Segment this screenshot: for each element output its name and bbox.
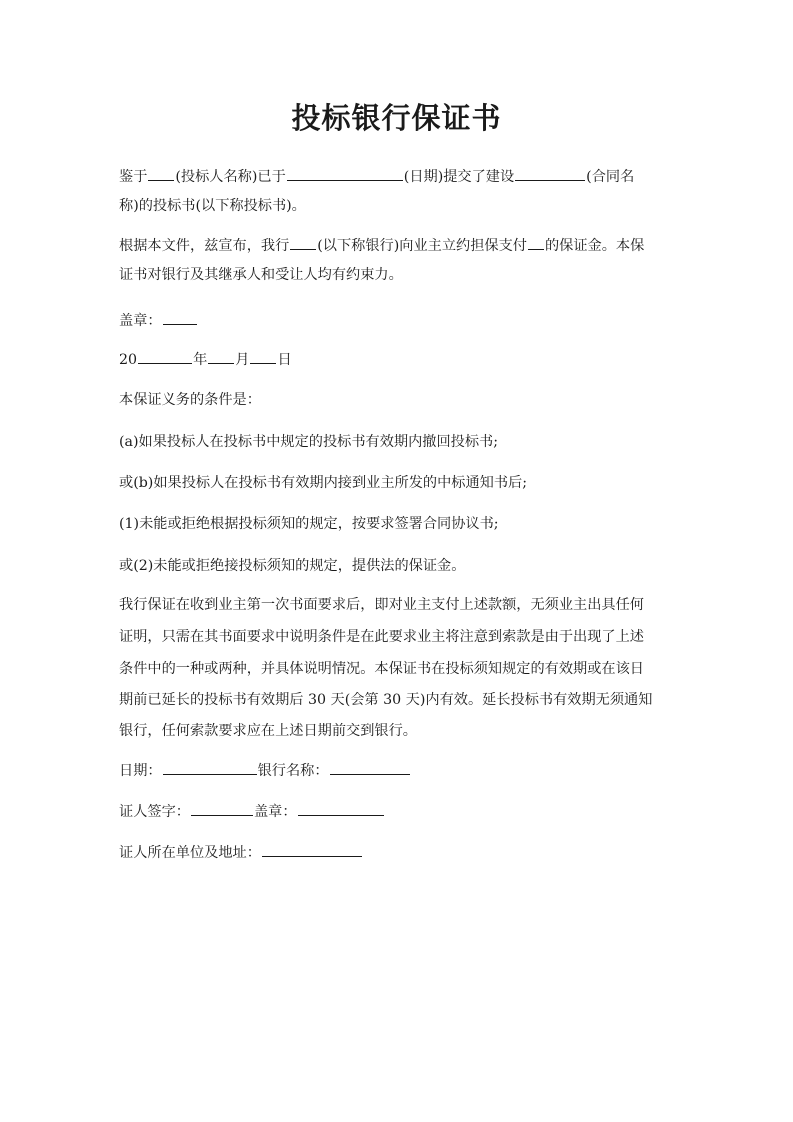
date-label: 日期： [119,763,162,779]
blank-witness-address[interactable] [262,844,362,857]
footer-date-bank-line [119,757,679,786]
blank-bank-name[interactable] [290,237,316,250]
blank-day[interactable] [250,351,276,364]
blank-month[interactable] [208,351,234,364]
blank-footer-seal[interactable] [298,803,384,816]
seal-line [119,307,679,336]
text: (投标人名称)已于 [175,169,286,185]
witness-signature-label: 证人签字： [119,804,190,820]
seal-label: 盖章： [119,313,162,329]
condition-1: (1)未能或拒绝根据投标须知的规定，按要求签署合同协议书; [119,516,499,532]
condition-b: 或(b)如果投标人在投标书有效期内接到业主所发的中标通知书后; [119,475,527,491]
footer-witness-line [119,798,679,827]
paragraph-intro-line-1 [119,163,679,192]
blank-footer-bank-name[interactable] [330,762,410,775]
paragraph-declaration-line-2: 证书对银行及其继承人和受让人均有约束力。 [119,267,403,283]
text: (合同名 [586,169,635,185]
guarantee-line: 我行保证在收到业主第一次书面要求后，即对业主支付上述款额，无须业主出具任何 [119,597,644,613]
blank-date[interactable] [287,168,403,181]
blank-amount[interactable] [528,237,544,250]
guarantee-line: 条件中的一种或两种，并具体说明情况。本保证书在投标须知规定的有效期或在该日 [119,661,644,677]
document-title: 投标银行保证书 [291,101,502,135]
text: 根据本文件，兹宣布，我行 [119,238,290,254]
blank-seal[interactable] [163,312,197,325]
guarantee-line: 证明，只需在其书面要求中说明条件是在此要求业主将注意到索款是由于出现了上述 [119,629,644,645]
paragraph-declaration-line-1 [119,232,679,261]
text: (日期)提交了建设 [403,169,515,185]
footer-address-line [119,839,679,868]
paragraph-intro-line-2: 称)的投标书(以下称投标书)。 [119,198,306,214]
day-label: 日 [277,352,292,368]
month-label: 月 [235,352,250,368]
text: (以下称银行)向业主立约担保支付 [317,238,527,254]
bank-name-label: 银行名称： [257,763,329,779]
year-prefix: 20 [119,352,138,368]
conditions-heading: 本保证义务的条件是： [119,392,261,408]
guarantee-line: 银行，任何索款要求应在上述日期前交到银行。 [119,723,417,739]
year-label: 年 [193,352,208,368]
witness-address-label: 证人所在单位及地址： [119,845,261,861]
text: 的保证金。本保 [544,238,645,254]
blank-footer-date[interactable] [163,762,257,775]
text: 鉴于 [119,169,148,185]
blank-contract-name[interactable] [515,168,585,181]
guarantee-line: 期前已延长的投标书有效期后 30 天(会第 30 天)内有效。延长投标书有效期无须通知 [119,692,653,708]
condition-a: (a)如果投标人在投标书中规定的投标书有效期内撤回投标书; [119,434,498,450]
condition-2: 或(2)未能或拒绝接投标须知的规定，提供法的保证金。 [119,558,466,574]
blank-year[interactable] [138,351,192,364]
seal-label: 盖章： [253,804,297,820]
blank-bidder-name[interactable] [148,168,174,181]
blank-witness-signature[interactable] [191,803,253,816]
date-line [119,346,679,375]
